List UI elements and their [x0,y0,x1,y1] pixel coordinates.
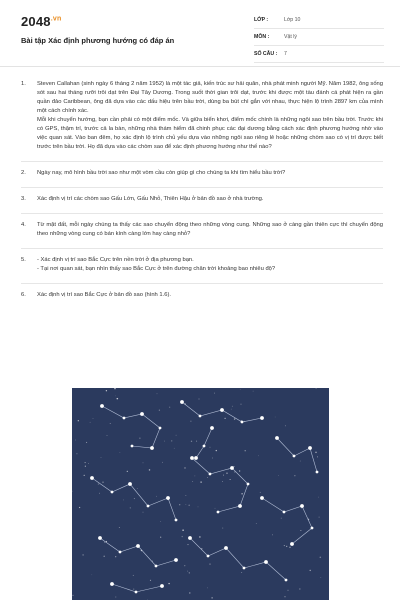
constellation-star [260,416,264,420]
background-star [84,475,85,476]
question-item [21,162,383,188]
meta-row-count [254,46,384,63]
constellation-star [300,504,304,508]
background-star [160,537,161,538]
question-item [21,188,383,214]
question-item [21,284,383,309]
background-star [212,458,213,459]
constellation-star [311,527,314,530]
meta-value: Lớp 10 [284,17,301,23]
constellation-star [180,400,184,404]
background-star [93,418,94,419]
background-star [278,475,279,476]
star-map-image [72,388,329,600]
background-star [188,544,189,545]
background-star [186,495,187,496]
background-star [139,438,140,439]
background-star [134,498,135,499]
background-star [192,481,193,482]
constellation-star [238,504,242,508]
constellation-star [131,445,134,448]
question-text: Steven Callahan (sinh ngày 6 tháng 2 năm 1952) là một tác giả, kiến trúc sư hải quân, nhà phát minh người Mỹ. Năm 1982, ông sống sót sau hai tháng rưỡi trôi dạt trên Đại Tây Dương. Trong suốt thời gian trôi dạt, trước khi được một tàu đánh cá phát hiện ra gần quần đảo Caribbean, ông đã dựa vào các dấu hiệu trên bầu trời, dùng ba bút chì gắn với nhau, thực hiện lộ trình 2897 km của mình một cách chính xác. [37,81,383,114]
background-star [223,475,224,476]
background-star [156,496,157,497]
background-star [275,417,276,418]
background-star [211,597,212,598]
constellation-star [188,536,192,540]
constellation-line [182,402,262,422]
background-star [240,389,241,390]
constellation-star [275,436,279,440]
background-star [159,410,160,411]
background-star [240,404,241,405]
question-number: 1. [21,81,26,87]
background-star [256,523,257,524]
question-item [21,78,383,162]
question-number: 6. [21,292,26,298]
question-number: 4. [21,222,26,228]
background-star [101,457,102,458]
constellation-star [209,473,212,476]
constellation-star [190,456,194,460]
background-star [98,483,99,484]
constellation-star [128,482,132,486]
constellation-star [174,558,178,562]
background-star [106,390,107,391]
background-star [106,435,107,436]
question-text: Ngày nay, mô hình bầu trời sao như một vòm cầu còn giúp gì cho chúng ta khi tìm hiểu bầu trời? [37,170,286,176]
constellation-star [293,455,296,458]
background-star [102,481,104,483]
constellation-star [155,565,158,568]
background-star [232,406,233,407]
meta-label: MÔN : [254,34,270,40]
background-star [210,447,211,448]
constellation-line [262,498,312,544]
background-star [320,577,321,578]
background-star [253,391,254,392]
question-text: Mỗi khi chuyển hướng, bạn cần phải có một điểm mốc. Và giữa biển khơi, điểm mốc chính là những ngôi sao trên bầu trời. Trước khi có GPS, thậm trí, trước cả la bàn, những nhà thám hiểm đã chinh phục các đại dương bằng cách xác định phương hướng nhờ vào việc quan sát. Vào ban đêm, họ xác định lộ trình chủ yếu dựa vào những ngôi sao riêng lẻ hoặc những chòm sao có vị trí được biết trước trên bầu trời. Họ đã dựa vào các chòm sao để xác định phương hướng như thế nào? [37,117,383,150]
background-star [162,462,163,463]
constellation-star [210,426,214,430]
meta-row-class [254,12,384,29]
background-star [196,441,197,442]
background-star [198,507,199,508]
background-star [82,554,84,556]
background-star [120,452,121,453]
background-star [72,491,73,492]
background-star [200,481,201,482]
constellation-star [316,471,319,474]
meta-row-subject [254,29,384,46]
constellation-star [285,579,288,582]
background-star [222,481,223,482]
background-star [258,455,259,456]
background-star [85,462,86,463]
constellation-star [220,408,224,412]
constellation-star [290,542,294,546]
meta-value: 7 [284,51,287,57]
background-star [137,488,138,489]
background-star [318,497,319,498]
background-star [189,592,190,593]
background-star [207,588,208,589]
background-star [79,507,80,508]
background-star [78,420,79,421]
background-star [300,530,301,531]
question-item [21,214,383,249]
constellation-star [110,582,114,586]
background-star [199,536,200,537]
background-star [76,453,77,454]
constellation-star [166,496,170,500]
site-logo[interactable] [21,14,61,29]
background-star [115,556,116,557]
background-star [133,589,134,590]
background-star [182,536,183,537]
constellation-star [147,505,150,508]
background-star [239,470,240,471]
background-star [315,452,316,453]
background-star [281,518,282,519]
background-star [90,422,91,423]
question-number: 2. [21,170,26,176]
background-star [99,493,100,494]
background-star [284,596,285,597]
background-star [288,590,289,591]
meta-label: SỐ CÂU : [254,51,278,57]
background-star [245,450,246,451]
background-star [226,473,227,474]
background-star [299,589,300,590]
meta-value: Vật lý [284,34,297,40]
constellation-star [243,567,246,570]
logo-suffix: .vn [50,15,62,23]
constellation-star [283,511,286,514]
question-text: Xác định vị trí sao Bắc Cực ở bản đồ sao (hình 1.6). [37,292,171,298]
constellation-star [90,476,94,480]
background-star [169,407,170,408]
constellation-star [308,446,312,450]
background-star [75,440,76,441]
constellation-line [192,458,248,512]
constellation-star [160,584,164,588]
constellation-star [100,404,104,408]
constellation-star [159,427,162,430]
question-text: Xác định vị trí các chòm sao Gấu Lớn, Gấu Nhỏ, Thiên Hậu ở bản đồ sao ở nhà trường. [37,196,264,202]
question-text: - Xác định vị trí sao Bắc Cực trên nền trời ở địa phương bạn. [37,257,194,263]
constellation-star [111,491,114,494]
background-star [115,596,116,597]
constellation-line [100,538,176,566]
constellation-star [199,415,202,418]
constellation-star [135,591,138,594]
background-star [191,441,192,442]
background-star [230,479,231,480]
question-text: Từ mặt đất, mỗi ngày chúng ta thấy các sao chuyển động theo những vòng cung. Những sao ở càng gần thiên cực thì chuyển động theo những vòng cung có bán kính càng lớn hay càng nhỏ? [37,222,383,237]
background-star [168,583,169,584]
background-star [187,571,188,572]
constellation-star [264,560,268,564]
logo-text: 2048 [21,14,51,29]
background-star [182,529,184,531]
background-star [143,462,144,463]
background-star [127,471,128,472]
background-star [241,493,243,495]
background-star [216,450,217,451]
background-star [272,535,273,536]
background-star [189,572,190,573]
background-star [300,461,301,462]
page-title: Bài tập Xác định phương hướng có đáp án [21,36,175,45]
constellation-star [119,551,122,554]
background-star [149,469,151,471]
background-star [184,467,185,468]
background-star [285,425,286,426]
background-star [294,475,295,476]
background-star [209,563,210,564]
question-text: - Tại nơi quan sát, bạn nhìn thấy sao Bắc Cực ở trên đường chân trời khoảng bao nhiêu độ? [37,266,276,272]
constellation-star [247,483,250,486]
constellation-line [102,406,160,448]
background-star [123,499,124,500]
constellation-star [123,417,126,420]
background-star [234,466,235,467]
constellation-star [175,519,178,522]
background-star [214,393,215,394]
constellation-star [230,466,234,470]
background-star [179,504,180,505]
question-list [21,78,383,309]
constellation-star [224,546,228,550]
background-star [286,546,287,547]
question-item [21,249,383,284]
constellation-line [112,584,162,592]
page-header [0,0,400,67]
background-star [224,418,225,419]
constellation-star [217,511,220,514]
constellation-line [196,428,212,458]
constellation-line [190,538,286,580]
background-star [317,456,318,457]
background-star [289,547,290,548]
constellation-star [194,456,198,460]
background-star [195,476,196,477]
background-star [188,505,190,507]
background-star [174,448,175,449]
background-star [215,508,216,509]
meta-info [254,12,384,63]
background-star [319,517,320,518]
background-star [207,477,208,478]
background-star [184,565,185,566]
background-star [186,504,187,505]
constellation-star [98,536,102,540]
background-star [234,418,236,420]
background-star [119,527,120,528]
background-star [171,440,172,441]
meta-label: LỚP : [254,17,269,23]
background-star [117,398,119,400]
background-star [110,423,111,424]
question-number: 3. [21,196,26,202]
constellation-star [136,544,140,548]
background-star [133,575,134,576]
background-star [85,466,86,467]
background-star [143,512,144,513]
background-star [130,507,131,508]
constellation-star [260,496,264,500]
background-star [103,555,105,557]
background-star [86,442,87,443]
background-star [114,388,115,389]
constellation-star [150,446,154,450]
background-star [160,521,161,522]
constellation-star [241,421,244,424]
constellation-star [207,555,210,558]
background-star [199,399,200,400]
constellation-star [140,412,144,416]
constellation-line [277,438,317,472]
background-star [310,570,311,571]
background-star [222,528,223,529]
background-star [176,435,177,436]
background-star [91,574,92,575]
background-star [72,595,73,596]
background-star [231,409,232,410]
background-star [320,557,322,559]
background-star [284,545,285,546]
background-star [164,441,165,442]
background-star [115,396,116,397]
background-star [190,421,191,422]
star-map-figure [72,388,329,600]
background-star [316,388,317,389]
background-star [88,463,89,464]
background-star [241,572,242,573]
background-star [301,508,302,509]
constellation-star [203,445,206,448]
background-star [150,580,151,581]
background-star [260,492,261,493]
question-number: 5. [21,257,26,263]
background-star [228,469,229,470]
background-star [157,393,158,394]
